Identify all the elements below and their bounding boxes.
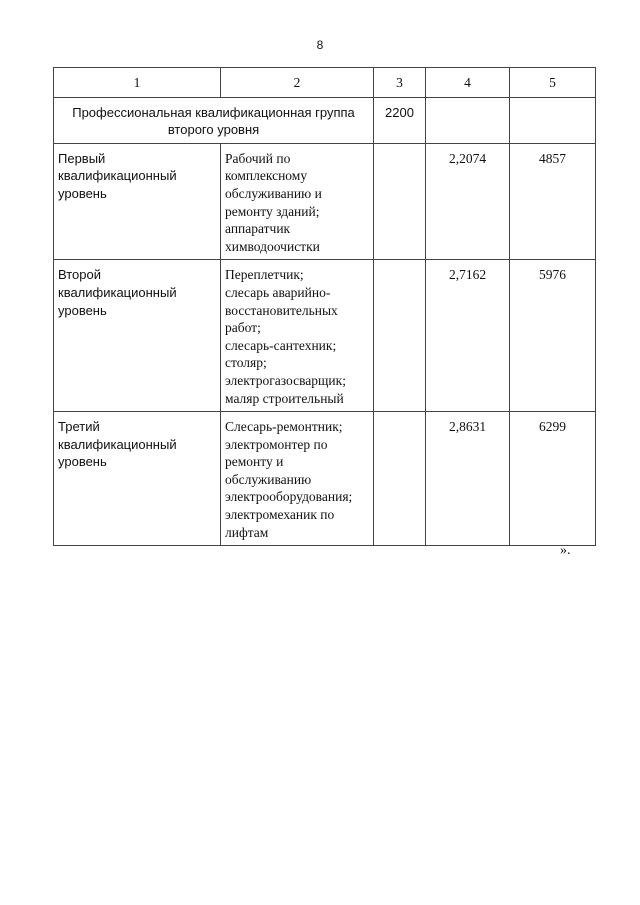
level-line: Первый xyxy=(58,150,106,166)
col3-cell xyxy=(374,143,426,260)
job-line: электрооборудования; xyxy=(225,489,353,505)
job-line: химводоочистки xyxy=(225,238,320,254)
level-cell xyxy=(54,412,221,546)
level-line: уровень xyxy=(58,185,107,201)
col3-cell xyxy=(374,412,426,546)
level-cell xyxy=(54,143,221,260)
coefficient-cell: 2,8631 xyxy=(426,412,510,546)
job-line: Переплетчик; xyxy=(225,267,304,283)
table-row xyxy=(54,412,596,546)
level-line: квалификационный xyxy=(58,284,177,300)
jobs-cell xyxy=(221,260,374,412)
job-line: столяр; xyxy=(225,355,267,371)
job-line: ремонту и xyxy=(225,454,284,470)
group-col3-cell: 2200 xyxy=(374,97,426,143)
table-row xyxy=(54,260,596,412)
jobs-cell xyxy=(221,143,374,260)
salary-cell: 5976 xyxy=(510,260,596,412)
col3-cell xyxy=(374,260,426,412)
level-cell xyxy=(54,260,221,412)
level-line: уровень xyxy=(58,454,107,470)
closing-quote-mark: ». xyxy=(560,543,571,558)
qualification-table xyxy=(53,67,596,546)
job-line: слесарь аварийно- xyxy=(225,284,331,300)
level-line: квалификационный xyxy=(58,436,177,452)
page-number: 8 xyxy=(316,38,324,52)
group-name-line: Профессиональная квалификационная группа xyxy=(72,104,355,120)
job-line: Рабочий по xyxy=(225,150,291,166)
header-cell-2: 2 xyxy=(221,68,374,98)
group-row xyxy=(54,97,596,143)
salary-cell: 6299 xyxy=(510,412,596,546)
coefficient-cell: 2,2074 xyxy=(426,143,510,260)
salary-cell: 4857 xyxy=(510,143,596,260)
job-line: аппаратчик xyxy=(225,221,291,237)
job-line: маляр строительный xyxy=(225,390,344,406)
group-name-line: второго уровня xyxy=(167,122,260,138)
job-line: ремонту зданий; xyxy=(225,203,320,219)
header-cell-5: 5 xyxy=(510,68,596,98)
job-line: работ; xyxy=(225,320,261,336)
job-line: обслуживанию xyxy=(225,471,312,487)
job-line: комплексному xyxy=(225,168,308,184)
job-line: электромонтер по xyxy=(225,436,328,452)
level-line: Третий xyxy=(58,419,100,435)
header-cell-3: 3 xyxy=(374,68,426,98)
level-line: уровень xyxy=(58,302,107,318)
group-col5-cell xyxy=(510,97,596,143)
jobs-cell xyxy=(221,412,374,546)
job-line: слесарь-сантехник; xyxy=(225,337,337,353)
job-line: электромеханик по xyxy=(225,507,335,523)
level-line: Второй xyxy=(58,267,101,283)
table-header-row xyxy=(54,68,596,98)
coefficient-cell: 2,7162 xyxy=(426,260,510,412)
job-line: электрогазосварщик; xyxy=(225,372,346,388)
job-line: Слесарь-ремонтник; xyxy=(225,419,343,435)
level-line: квалификационный xyxy=(58,168,177,184)
job-line: лифтам xyxy=(225,524,269,540)
group-name-cell xyxy=(54,97,374,143)
job-line: восстановительных xyxy=(225,302,338,318)
group-col4-cell xyxy=(426,97,510,143)
job-line: обслуживанию и xyxy=(225,185,322,201)
table-row xyxy=(54,143,596,260)
header-cell-1: 1 xyxy=(54,68,221,98)
header-cell-4: 4 xyxy=(426,68,510,98)
